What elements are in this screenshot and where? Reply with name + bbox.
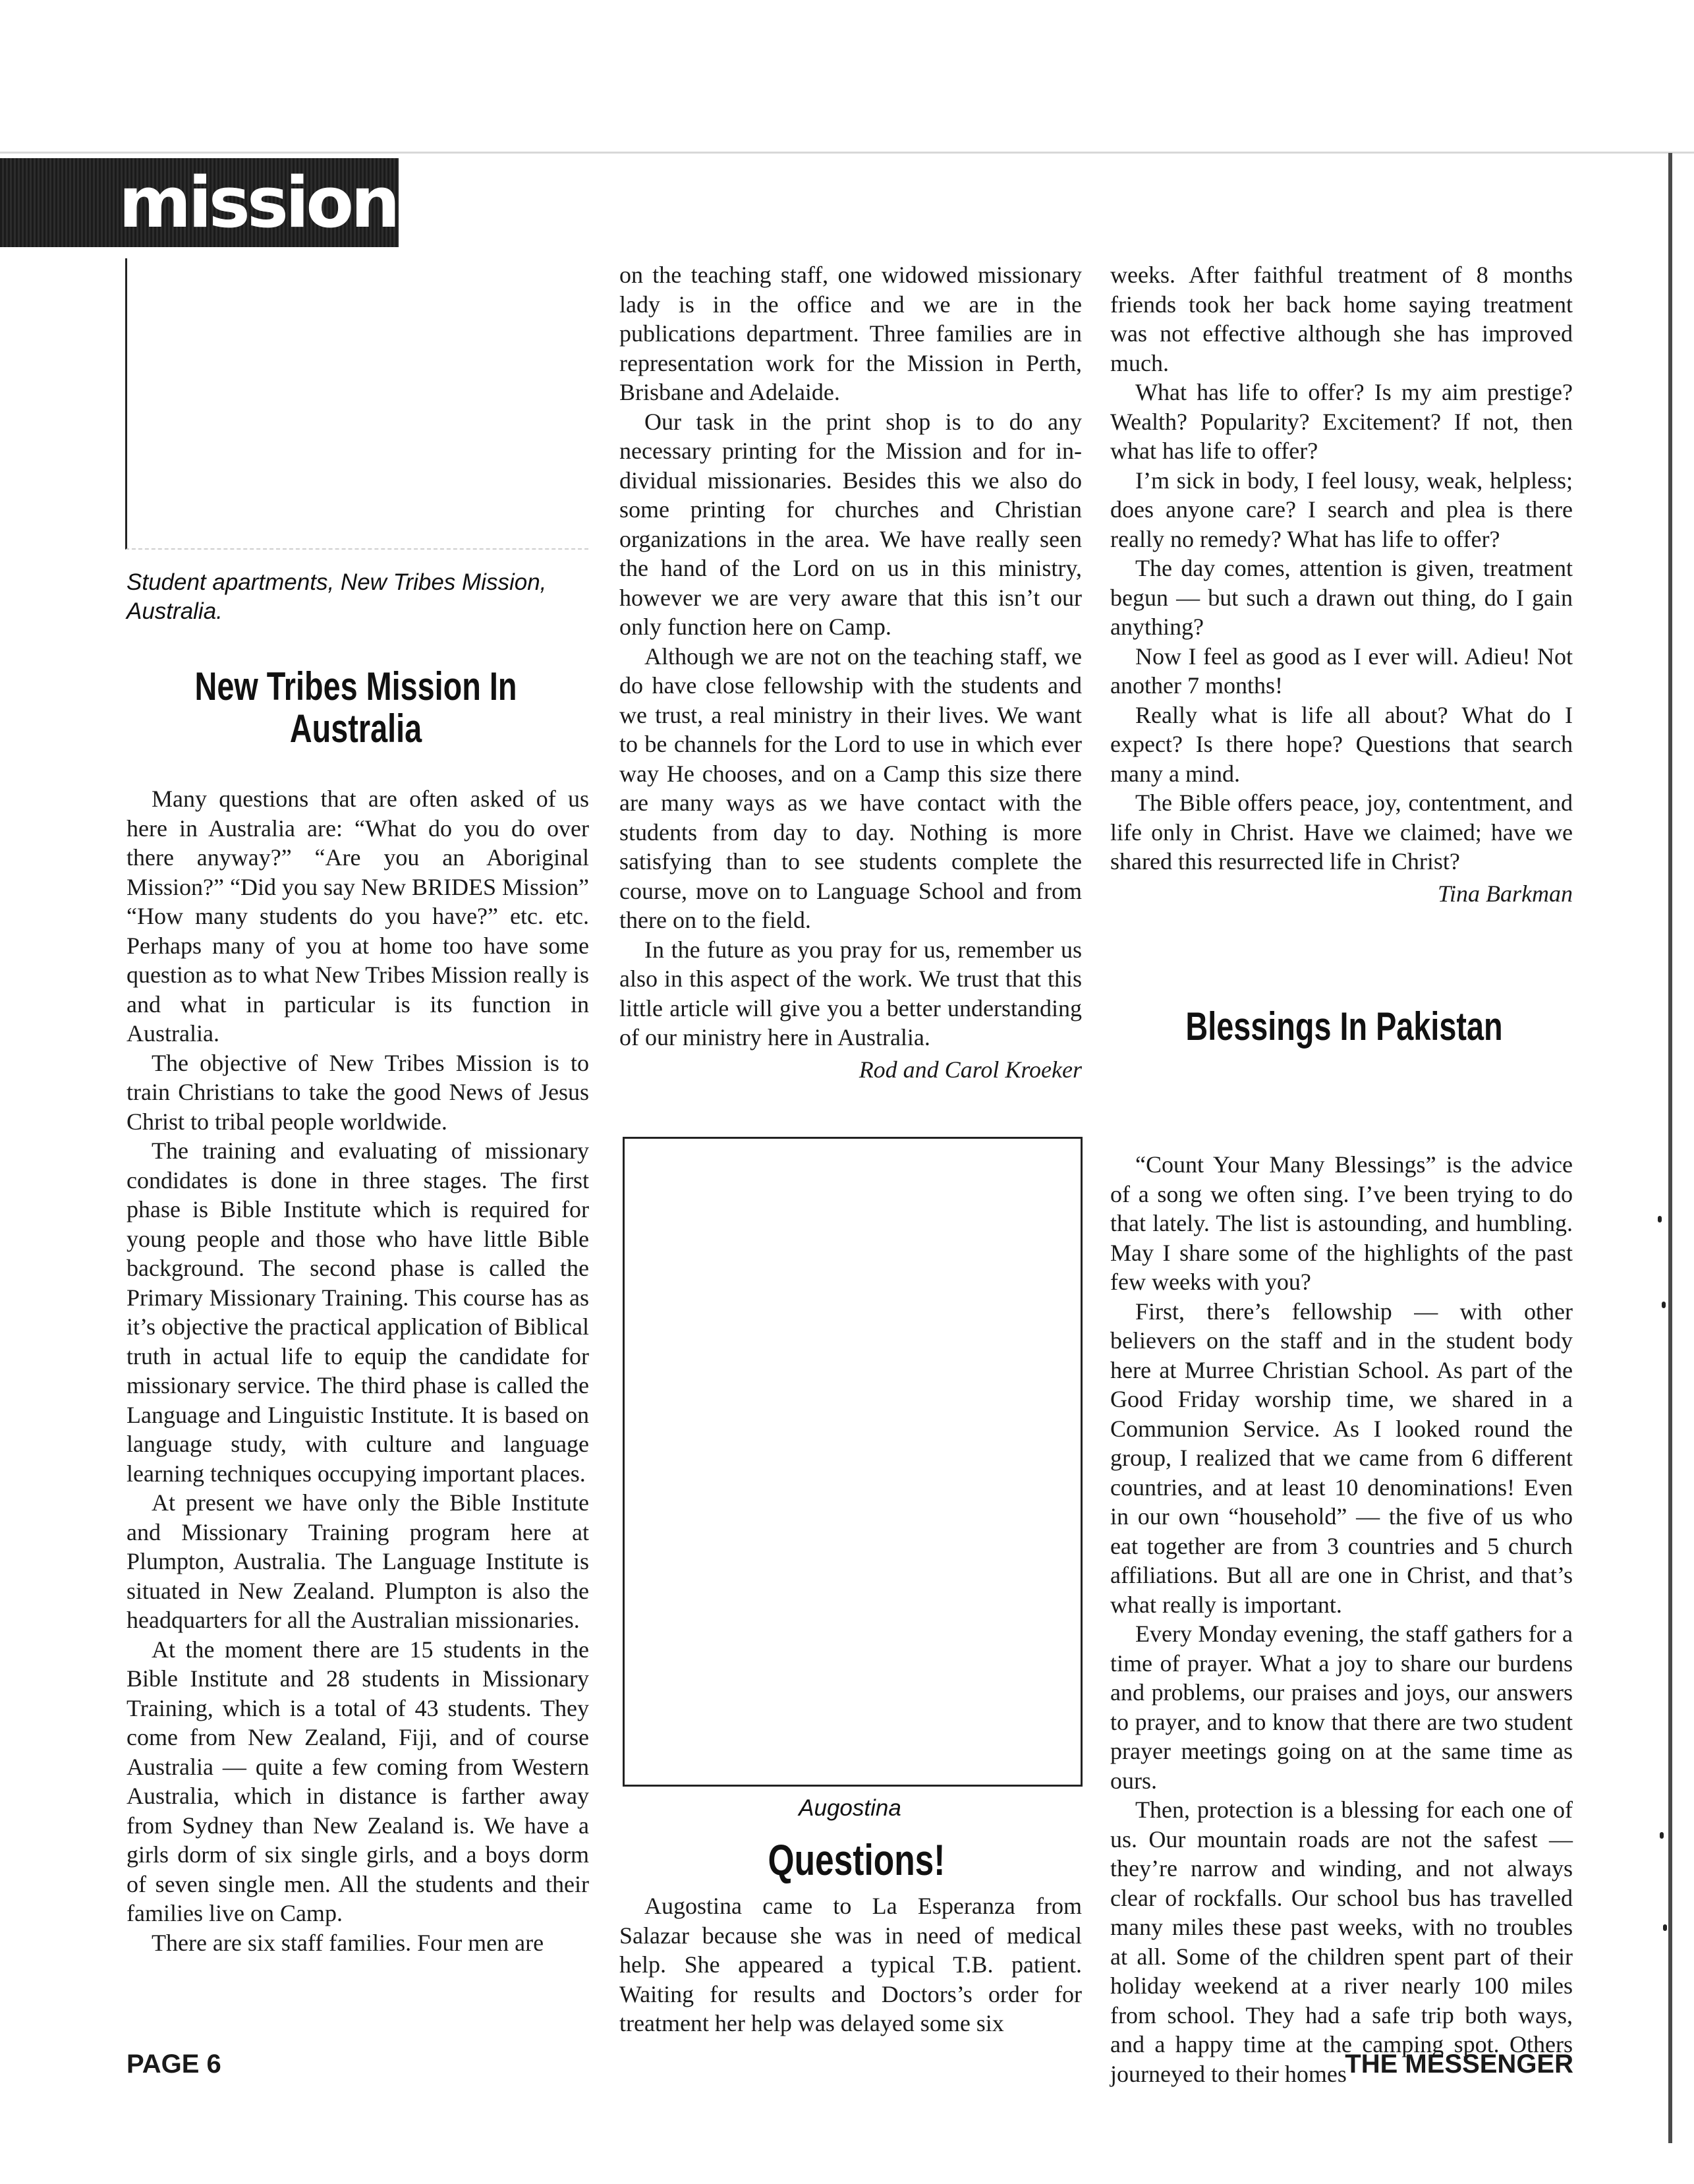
photo-student-apartments	[125, 258, 588, 550]
paragraph: At the moment there are 15 students in the Bible Institute and 28 students in Missionary Training, which is a total of 43 students. They come from New Zealand, Fiji, and of course Australia — quite a few coming from Western Australia, which in distance is farther away from Sydney than New Zealand is. We have a girls dorm of six single girls, and a boys dorm of seven single men. All the students and their families live on Camp.	[127, 1636, 589, 1926]
paragraph: The objective of New Tribes Mission is to train Christians to take the good News of Jesus Christ to tribal people worldwide.	[127, 1049, 589, 1135]
paragraph: Many questions that are often asked of us here in Australia are: “What do you do over there anyway?” “Are you an Aboriginal Mission?” “Did you say New BRIDES Mission” “How many students do you have?” etc. etc. Perhaps many of you at home too have some question as to what New Tribes Mission really is and what in particular is its function in Australia.	[127, 786, 589, 1047]
paragraph: on the teaching staff, one widowed missionary lady is in the office and we are in the publications department. Three families are in representation work for the Mission in Perth, Brisbane and Adelaide.	[619, 262, 1082, 405]
questions-column-3	[1110, 260, 1573, 908]
page-number: PAGE 6	[127, 2050, 221, 2079]
paragraph: Our task in the print shop is to do any necessary printing for the Mission and for individual missionaries. Besides this we also do some printing for churches and Christian organizations in the area. We have really seen the hand of the Lord on us in this ministry, however we are very aware that this isn’t our only function here on Camp.	[619, 408, 1082, 640]
byline-kroeker: Rod and Carol Kroeker	[859, 1056, 1082, 1083]
right-border	[1668, 153, 1672, 2143]
paragraph: The day comes, attention is given, treatment begun — but such a drawn out thing, do I gain anything?	[1110, 555, 1573, 640]
paragraph: Really what is life all about? What do I expect? Is there hope? Questions that search many a mind.	[1110, 701, 1573, 787]
paragraph: “Count Your Many Blessings” is the advice of a song we often sing. I’ve been trying to do that lately. The list is astounding, and humbling. May I share some of the highlights of the past few weeks with you?	[1110, 1151, 1573, 1295]
photo-augostina	[623, 1137, 1083, 1787]
paragraph: In the future as you pray for us, remember us also in this aspect of the work. We trust that this little article will give you a better understanding of our ministry here in Australia.	[619, 936, 1082, 1050]
paragraph: I’m sick in body, I feel lousy, weak, helpless; does anyone care? I search and plea is there really no remedy? What has life to offer?	[1110, 467, 1573, 552]
headline-blessings-in-pakistan: Blessings In Pakistan	[1185, 1004, 1503, 1049]
ntm-column-1	[127, 784, 589, 1957]
photo-caption-student-apartments: Student apartments, New Tribes Mission, Australia.	[127, 569, 547, 624]
headline-questions: Questions!	[768, 1835, 946, 1884]
paragraph: First, there’s fellowship — with other believers on the staff and in the student body here at Murree Christian School. As part of the Good Friday worship time, we shared in a Communion Service. As I looked round the group, I realized that we came from 6 different countries, and at least 10 denominations! Even in our own “household” — the five of us who eat together are from 3 countries and 5 church affiliations. But all are one in Christ, and that’s what really is important.	[1110, 1298, 1573, 1618]
paragraph: There are six staff families. Four men are	[152, 1929, 544, 1956]
paragraph: What has life to offer? Is my aim prestige? Wealth? Popularity? Excitement? If not, then what has life to offer?	[1110, 379, 1573, 464]
paragraph: weeks. After faithful treatment of 8 months friends took her back home saying treatment was not effective although she has improved much.	[1110, 262, 1573, 376]
questions-column-2	[619, 1891, 1082, 2038]
paragraph: The Bible offers peace, joy, contentment, and life only in Christ. Have we claimed; have we shared this resurrected life in Christ?	[1110, 790, 1573, 875]
paragraph: Then, protection is a blessing for each one of us. Our mountain roads are not the safest — they’re narrow and winding, and not always clear of rockfalls. Our school bus has travelled many miles these past weeks, with no troubles at all. Some of the children spent part of their holiday weekend at a river nearly 100 miles from school. They had a safe trip both ways, and a happy time at the camping spot. Others journeyed to their homes	[1110, 1796, 1573, 2087]
ntm-column-2	[619, 260, 1082, 1084]
paragraph: Now I feel as good as I ever will. Adieu! Not another 7 months!	[1110, 643, 1573, 699]
scan-speck	[1662, 1302, 1666, 1308]
scan-speck	[1660, 1832, 1664, 1839]
headline-new-tribes-mission: New Tribes Mission In Australia	[194, 664, 517, 751]
paragraph: At present we have only the Bible Institute and Missionary Training program here at Plumpton, Australia. The Language Institute is situated in New Zealand. Plumpton is also the headquarters for all the Australian missionaries.	[127, 1489, 589, 1633]
paragraph: Every Monday evening, the staff gathers for a time of prayer. What a joy to share our burdens and problems, our praises and joys, our answers to prayer, and to know that there are two student prayer meetings going on at the same time as ours.	[1110, 1621, 1573, 1794]
paragraph: Augostina came to La Esperanza from Salazar because she was in need of medical help. She appeared a typical T.B. patient. Waiting for results and Doctors’s order for treatment her help was delayed some six	[619, 1893, 1082, 2036]
publication-name: THE MESSENGER	[1345, 2050, 1573, 2079]
photo-caption-augostina: Augostina	[799, 1795, 901, 1821]
pakistan-column	[1110, 1150, 1573, 2088]
byline-barkman: Tina Barkman	[1437, 880, 1573, 907]
scan-speck	[1658, 1216, 1662, 1222]
scan-speck	[1663, 1924, 1667, 1931]
section-label: missions	[119, 162, 436, 243]
paragraph: Although we are not on the teaching staff, we do have close fellowship with the students and we trust, a real ministry in their lives. We want to be channels for the Lord to use in which ever way He chooses, and on a Camp this size there are many ways as we have contact with the students from day to day. Nothing is more satisfying than to see students complete the course, move on to Language School and from there on to the field.	[619, 643, 1082, 933]
top-rule	[0, 152, 1694, 154]
paragraph: The training and evaluating of missionary condidates is done in three stages. The first phase is Bible Institute which is required for young people and those who have little Bible background. The second phase is called the Primary Missionary Training. This course has as it’s objective the practical application of Biblical truth in actual life to equip the candidate for missionary service. The third phase is called the Language and Linguistic Institute. It is based on language study, with culture and language learning techniques occupying important places.	[127, 1137, 589, 1487]
